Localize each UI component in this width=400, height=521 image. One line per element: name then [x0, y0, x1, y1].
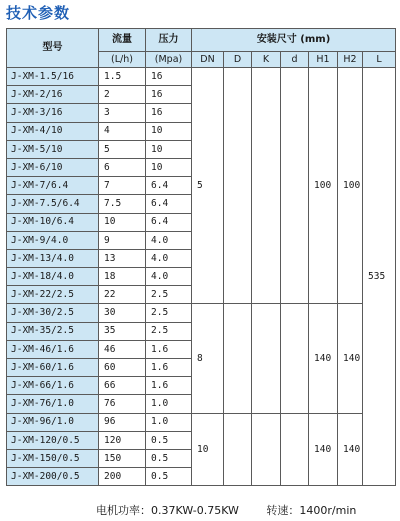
model-cell: J-XM-3/16	[7, 104, 99, 122]
model-cell: J-XM-30/2.5	[7, 304, 99, 322]
pressure-cell: 4.0	[146, 249, 192, 267]
header-flow-unit: (L/h)	[99, 52, 146, 68]
pressure-cell: 2.5	[146, 286, 192, 304]
pressure-cell: 2.5	[146, 322, 192, 340]
d-upper-cell	[224, 304, 252, 413]
flow-cell: 10	[99, 213, 146, 231]
model-cell: J-XM-66/1.6	[7, 377, 99, 395]
pressure-cell: 10	[146, 140, 192, 158]
rotation-speed: 转速：1400r/min	[266, 504, 357, 517]
motor-power: 电机功率：0.37KW-0.75KW	[96, 504, 239, 517]
flow-cell: 96	[99, 413, 146, 431]
model-cell: J-XM-1.5/16	[7, 68, 99, 86]
flow-cell: 76	[99, 395, 146, 413]
spec-table	[6, 28, 396, 486]
pressure-cell: 1.0	[146, 395, 192, 413]
flow-cell: 200	[99, 468, 146, 486]
header-pressure-unit: (Mpa)	[146, 52, 192, 68]
flow-cell: 7	[99, 177, 146, 195]
page-title: 技术参数	[6, 4, 71, 22]
pressure-cell: 4.0	[146, 268, 192, 286]
flow-cell: 4	[99, 122, 146, 140]
pressure-cell: 1.0	[146, 413, 192, 431]
table-row	[7, 304, 396, 322]
pressure-cell: 2.5	[146, 304, 192, 322]
pressure-cell: 6.4	[146, 177, 192, 195]
header-dn: DN	[192, 52, 224, 68]
h2-cell: 140	[338, 304, 363, 413]
flow-cell: 9	[99, 231, 146, 249]
model-cell: J-XM-5/10	[7, 140, 99, 158]
pressure-cell: 16	[146, 86, 192, 104]
d-lower-cell	[281, 413, 309, 486]
header-install: 安装尺寸 (mm)	[192, 29, 396, 52]
flow-cell: 35	[99, 322, 146, 340]
model-cell: J-XM-10/6.4	[7, 213, 99, 231]
header-d-upper: D	[224, 52, 252, 68]
model-cell: J-XM-2/16	[7, 86, 99, 104]
d-lower-cell	[281, 304, 309, 413]
flow-cell: 22	[99, 286, 146, 304]
h1-cell: 100	[309, 68, 338, 304]
header-pressure: 压力	[146, 29, 192, 52]
footer	[96, 502, 380, 518]
model-cell: J-XM-7/6.4	[7, 177, 99, 195]
k-cell	[252, 413, 281, 486]
pressure-cell: 4.0	[146, 231, 192, 249]
h1-cell: 140	[309, 304, 338, 413]
model-cell: J-XM-6/10	[7, 158, 99, 176]
pressure-cell: 16	[146, 68, 192, 86]
flow-cell: 13	[99, 249, 146, 267]
flow-cell: 30	[99, 304, 146, 322]
flow-cell: 1.5	[99, 68, 146, 86]
pressure-cell: 0.5	[146, 468, 192, 486]
model-cell: J-XM-200/0.5	[7, 468, 99, 486]
model-cell: J-XM-9/4.0	[7, 231, 99, 249]
header-l: L	[363, 52, 396, 68]
model-cell: J-XM-35/2.5	[7, 322, 99, 340]
dn-cell: 10	[192, 413, 224, 486]
flow-cell: 150	[99, 449, 146, 467]
flow-cell: 120	[99, 431, 146, 449]
pressure-cell: 6.4	[146, 213, 192, 231]
h2-cell: 140	[338, 413, 363, 486]
model-cell: J-XM-96/1.0	[7, 413, 99, 431]
l-cell: 535	[363, 68, 396, 486]
pressure-cell: 10	[146, 122, 192, 140]
pressure-cell: 0.5	[146, 431, 192, 449]
header-d-lower: d	[281, 52, 309, 68]
model-cell: J-XM-76/1.0	[7, 395, 99, 413]
flow-cell: 7.5	[99, 195, 146, 213]
d-lower-cell	[281, 68, 309, 304]
model-cell: J-XM-120/0.5	[7, 431, 99, 449]
model-cell: J-XM-18/4.0	[7, 268, 99, 286]
h1-cell: 140	[309, 413, 338, 486]
dn-cell: 8	[192, 304, 224, 413]
k-cell	[252, 68, 281, 304]
header-h2: H2	[338, 52, 363, 68]
flow-cell: 60	[99, 359, 146, 377]
model-cell: J-XM-7.5/6.4	[7, 195, 99, 213]
model-cell: J-XM-60/1.6	[7, 359, 99, 377]
pressure-cell: 6.4	[146, 195, 192, 213]
header-model: 型号	[7, 29, 99, 68]
table-row	[7, 413, 396, 431]
k-cell	[252, 304, 281, 413]
pressure-cell: 10	[146, 158, 192, 176]
model-cell: J-XM-150/0.5	[7, 449, 99, 467]
flow-cell: 3	[99, 104, 146, 122]
dn-cell: 5	[192, 68, 224, 304]
pressure-cell: 0.5	[146, 449, 192, 467]
header-flow: 流量	[99, 29, 146, 52]
flow-cell: 66	[99, 377, 146, 395]
pressure-cell: 1.6	[146, 377, 192, 395]
model-cell: J-XM-13/4.0	[7, 249, 99, 267]
pressure-cell: 16	[146, 104, 192, 122]
pressure-cell: 1.6	[146, 340, 192, 358]
flow-cell: 46	[99, 340, 146, 358]
model-cell: J-XM-46/1.6	[7, 340, 99, 358]
flow-cell: 2	[99, 86, 146, 104]
model-cell: J-XM-22/2.5	[7, 286, 99, 304]
table-row	[7, 68, 396, 86]
flow-cell: 6	[99, 158, 146, 176]
d-upper-cell	[224, 413, 252, 486]
header-h1: H1	[309, 52, 338, 68]
pressure-cell: 1.6	[146, 359, 192, 377]
flow-cell: 18	[99, 268, 146, 286]
header-k: K	[252, 52, 281, 68]
flow-cell: 5	[99, 140, 146, 158]
model-cell: J-XM-4/10	[7, 122, 99, 140]
h2-cell: 100	[338, 68, 363, 304]
d-upper-cell	[224, 68, 252, 304]
spec-table-body	[7, 68, 396, 486]
